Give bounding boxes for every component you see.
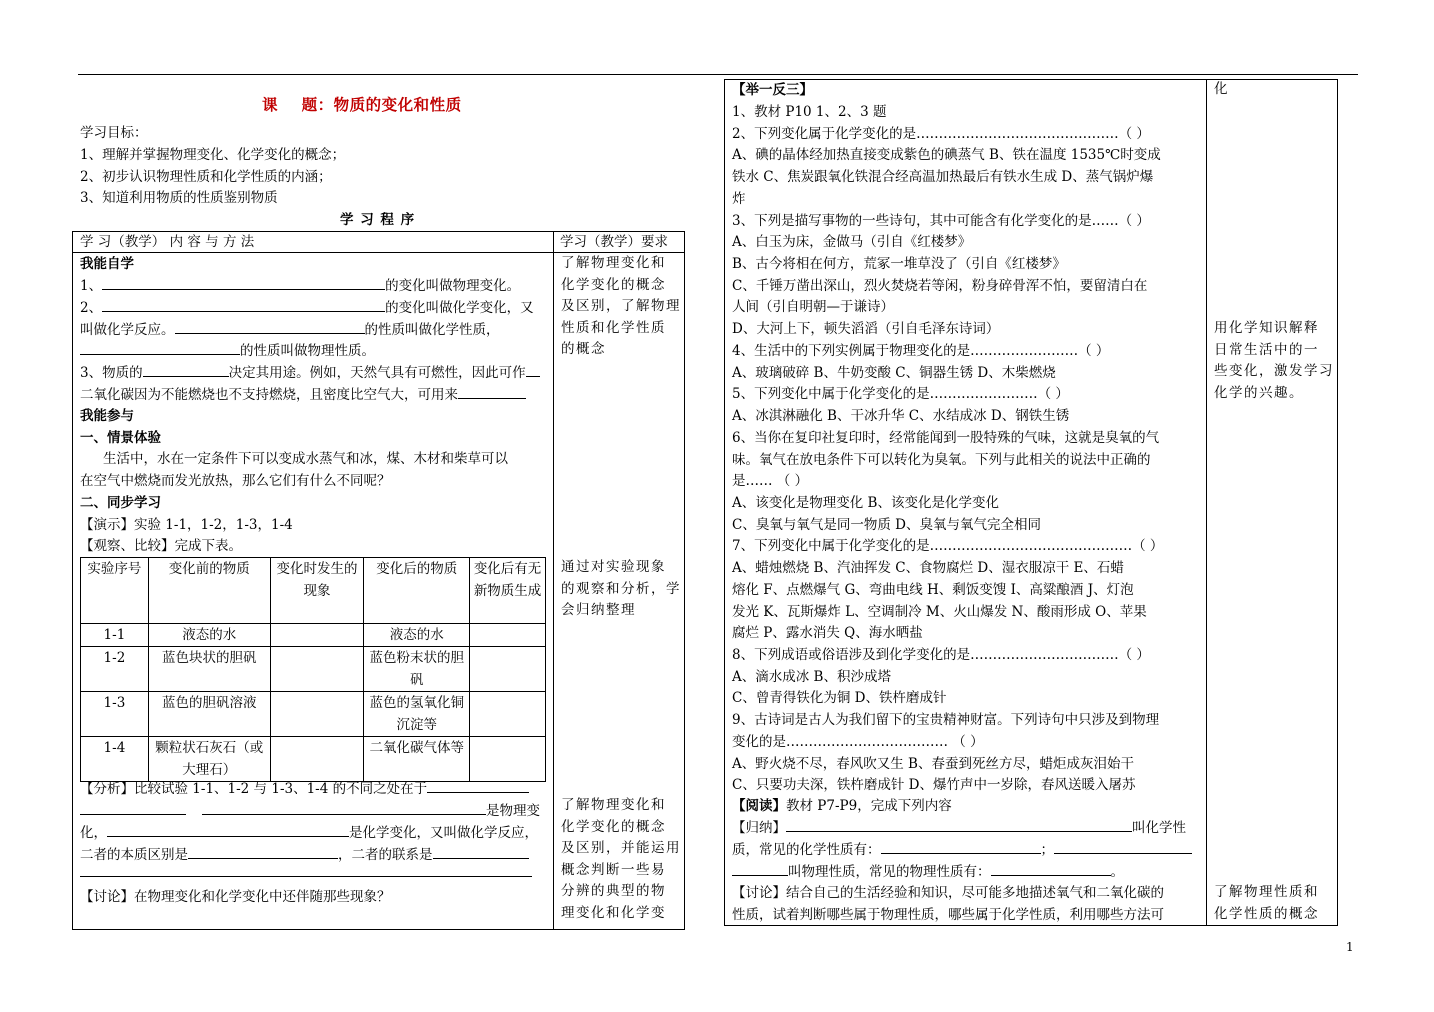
table-header-cell: 变化后的物质 xyxy=(364,558,470,624)
table-header-cell: 变化后有无新物质生成 xyxy=(470,558,546,624)
practice-line: 5、下列变化中属于化学变化的是……………………（ ） xyxy=(732,386,1069,403)
blank xyxy=(102,297,385,312)
q3-a: 3、物质的 xyxy=(80,365,143,381)
blank xyxy=(732,861,788,876)
summary-line xyxy=(732,861,1124,883)
practice-line: C、千锤万凿出深山，烈火焚烧若等闲，粉身碎骨浑不怕，要留清白在 xyxy=(732,277,1148,294)
blank xyxy=(881,839,1041,854)
read-text: 教材 P7-P9，完成下列内容 xyxy=(786,798,952,814)
self-study-heading: 我能自学 xyxy=(80,256,134,272)
summary-c: ； xyxy=(1040,842,1054,858)
practice-line: C、臭氧与氧气是同一物质 D、臭氧与氧气完全相同 xyxy=(732,516,1041,533)
practice-line: 发光 K、瓦斯爆炸 L、空调制冷 M、火山爆发 N、酸雨形成 O、苹果 xyxy=(732,603,1147,620)
participate-heading: 我能参与 xyxy=(80,408,134,424)
demo-line: 【演示】实验 1-1，1-2，1-3，1-4 xyxy=(80,517,293,533)
requirement-block: 化 xyxy=(1214,81,1229,97)
table-cell: 蓝色的胆矾溶液 xyxy=(148,692,270,737)
column-divider xyxy=(1206,79,1207,926)
requirement-block: 了解物理变化和 化学变化的概念 及区别，并能运用 概念判断一些易 分辨的典型的物 理变化和化学变 xyxy=(561,797,681,921)
goal-item: 2、初步认识物理性质和化学性质的内涵； xyxy=(80,169,332,185)
table-header-left: 学 习（教学） 内 容 与 方 法 xyxy=(80,234,255,250)
blank xyxy=(458,384,526,399)
table-cell xyxy=(470,624,546,647)
requirement-block: 用化学知识解释 日常生活中的一 些变化，激发学习 化学的兴趣。 xyxy=(1214,320,1334,401)
table-header-cell: 变化时发生的现象 xyxy=(270,558,364,624)
analysis-f: ，二者的联系是 xyxy=(338,847,433,863)
q2c-text: 的性质叫做化学性质， xyxy=(364,322,500,338)
blank xyxy=(202,800,486,815)
practice-line: 3、下列是描写事物的一些诗句，其中可能含有化学变化的是……（ ） xyxy=(732,212,1150,229)
question-2b xyxy=(80,319,500,341)
blank xyxy=(427,778,529,793)
practice-line: 是…… （ ） xyxy=(732,473,809,490)
practice-line: B、古今将相在何方，荒冢一堆草没了（引自《红楼梦》 xyxy=(732,256,1066,273)
blank xyxy=(188,844,338,859)
read-label: 【阅读】 xyxy=(732,798,786,814)
analysis-d: 是化学变化，又叫做化学反应， xyxy=(349,825,538,841)
analysis-a: 【分析】比较试验 1-1、1-2 与 1-3、1-4 的不同之处在于 xyxy=(80,781,428,797)
table-cell xyxy=(270,624,364,647)
practice-line: 6、当你在复印社复印时，经常能闻到一股特殊的气味，这就是臭氧的气 xyxy=(732,429,1160,446)
q2-text: 的变化叫做化学变化，又 xyxy=(385,300,534,316)
summary-a: 叫化学性 xyxy=(1132,820,1186,836)
procedure-title: 学 习 程 序 xyxy=(340,212,416,228)
analysis-line xyxy=(80,800,540,822)
practice-line: 腐烂 P、露水消失 Q、海水晒盐 xyxy=(732,625,923,642)
read-line xyxy=(732,795,952,817)
practice-line: A、玻璃破碎 B、牛奶变酸 C、铜器生锈 D、木柴燃烧 xyxy=(732,364,1056,381)
question-3 xyxy=(80,362,540,384)
blank xyxy=(1054,839,1192,854)
blank xyxy=(433,844,529,859)
table-cell: 1-3 xyxy=(81,692,149,737)
blank xyxy=(991,861,1111,876)
table-cell xyxy=(270,647,364,692)
practice-line: C、只要功夫深，铁杵磨成针 D、爆竹声中一岁除，春风送暖入屠苏 xyxy=(732,777,1136,794)
practice-line: A、该变化是物理变化 B、该变化是化学变化 xyxy=(732,494,999,511)
question-2d xyxy=(80,340,375,362)
q2d-text: 的性质叫做物理性质。 xyxy=(240,343,375,359)
q2-num: 2、 xyxy=(80,300,103,316)
section-1-text: 生活中，水在一定条件下可以变成水蒸气和冰，煤、木材和柴草可以 xyxy=(103,451,508,467)
analysis-line xyxy=(80,778,529,800)
analysis-line xyxy=(80,862,532,884)
practice-line: A、蜡烛燃烧 B、汽油挥发 C、食物腐烂 D、湿衣服凉干 E、石蜡 xyxy=(732,560,1124,577)
practice-line: A、碘的晶体经加热直接变成紫色的碘蒸气 B、铁在温度 1535℃时变成 xyxy=(732,147,1161,164)
analysis-line xyxy=(80,822,538,844)
summary-line xyxy=(732,817,1186,839)
goal-item: 3、知道利用物质的性质鉴别物质 xyxy=(80,190,278,206)
summary-b: 质，常见的化学性质有： xyxy=(732,842,881,858)
q2b-text: 叫做化学反应。 xyxy=(80,322,175,338)
practice-heading: 【举一反三】 xyxy=(732,82,813,98)
header-rule xyxy=(78,74,1358,75)
practice-line: A、野火烧不尽，春风吹又生 B、春蚕到死丝方尽，蜡炬成灰泪始干 xyxy=(732,755,1134,772)
table-cell xyxy=(270,692,364,737)
q1-text: 的变化叫做物理变化。 xyxy=(385,278,521,294)
table-cell: 1-2 xyxy=(81,647,149,692)
goal-item: 1、理解并掌握物理变化、化学变化的概念； xyxy=(80,147,346,163)
table-cell: 颗粒状石灰石（或大理石） xyxy=(148,737,270,782)
practice-line: C、曾青得铁化为铜 D、铁杵磨成针 xyxy=(732,690,947,707)
practice-line: 铁水 C、焦炭跟氧化铁混合经高温加热最后有铁水生成 D、蒸气锅炉爆 xyxy=(732,169,1154,186)
summary-d: 叫物理性质，常见的物理性质有： xyxy=(788,864,991,880)
table-row xyxy=(81,647,546,692)
blank xyxy=(143,362,229,377)
discussion: 【讨论】结合自己的生活经验和知识，尽可能多地描述氧气和二氧化碳的 xyxy=(732,885,1164,901)
question-2 xyxy=(80,297,534,319)
practice-line: A、冰淇淋融化 B、干冰升华 C、水结成冰 D、钢铁生锈 xyxy=(732,408,1070,425)
table-header-cell: 实验序号 xyxy=(81,558,149,624)
table-cell xyxy=(470,647,546,692)
question-1 xyxy=(80,275,520,297)
table-cell: 蓝色粉末状的胆矾 xyxy=(364,647,470,692)
practice-line: D、大河上下，顿失滔滔（引自毛泽东诗词） xyxy=(732,321,1000,338)
analysis-b: 是物理变 xyxy=(486,803,540,819)
table-cell: 液态的水 xyxy=(364,624,470,647)
section-2-heading: 二、同步学习 xyxy=(80,495,161,511)
section-1-text: 在空气中燃烧而发光放热，那么它们有什么不同呢？ xyxy=(80,473,391,489)
practice-line: 味。氧气在放电条件下可以转化为臭氧。下列与此相关的说法中正确的 xyxy=(732,451,1151,468)
question-3c xyxy=(80,384,526,406)
column-divider xyxy=(553,231,554,930)
table-cell: 液态的水 xyxy=(148,624,270,647)
observation-table xyxy=(80,557,546,782)
requirement-block: 了解物理性质和 化学性质的概念 xyxy=(1214,884,1319,922)
practice-line: 1、教材 P10 1、2、3 题 xyxy=(732,104,887,120)
requirement-block: 通过对实验现象 的观察和分析，学 会归纳整理 xyxy=(561,559,681,618)
table-cell xyxy=(470,737,546,782)
table-cell xyxy=(470,692,546,737)
table-header-cell: 变化前的物质 xyxy=(148,558,270,624)
goals-heading: 学习目标： xyxy=(80,125,148,141)
practice-line: 熔化 F、点燃爆气 G、弯曲电线 H、剩饭变馊 I、高粱酿酒 J、灯泡 xyxy=(732,581,1134,598)
practice-line: 9、古诗词是古人为我们留下的宝贵精神财富。下列诗句中只涉及到物理 xyxy=(732,712,1160,729)
summary-label: 【归纳】 xyxy=(732,820,786,836)
discussion: 性质，试着判断哪些属于物理性质，哪些属于化学性质，利用哪些方法可 xyxy=(732,907,1164,923)
q3-b: 决定其用途。例如，天然气具有可燃性，因此可作 xyxy=(228,365,526,381)
blank xyxy=(80,800,186,815)
blank xyxy=(175,319,365,334)
summary-e: 。 xyxy=(1110,864,1124,880)
table-cell: 蓝色的氢氧化铜沉淀等 xyxy=(364,692,470,737)
practice-line: 8、下列成语或俗语涉及到化学变化的是……………………………（ ） xyxy=(732,647,1150,663)
table-header-row xyxy=(81,558,546,624)
table-row xyxy=(81,692,546,737)
table-row xyxy=(81,737,546,782)
discussion: 【讨论】在物理变化和化学变化中还伴随那些现象？ xyxy=(80,889,391,905)
practice-line: 4、生活中的下列实例属于物理变化的是……………………（ ） xyxy=(732,342,1110,359)
blank xyxy=(102,275,385,290)
blank xyxy=(80,340,240,355)
observe-line: 【观察、比较】完成下表。 xyxy=(80,538,242,554)
q3-c: 二氧化碳因为不能燃烧也不支持燃烧，且密度比空气大，可用来 xyxy=(80,387,458,403)
table-header-right: 学习（教学）要求 xyxy=(560,234,668,250)
blank xyxy=(786,817,1132,832)
blank xyxy=(526,362,540,377)
table-row xyxy=(81,624,546,647)
practice-line: 变化的是……………………………… （ ） xyxy=(732,733,984,750)
page-number: 1 xyxy=(1346,940,1354,954)
blank xyxy=(107,822,349,837)
section-1-heading: 一、情景体验 xyxy=(80,430,161,446)
table-cell: 蓝色块状的胆矾 xyxy=(148,647,270,692)
practice-line: 炸 xyxy=(732,190,746,207)
analysis-c: 化， xyxy=(80,825,107,841)
table-cell: 二氧化碳气体等 xyxy=(364,737,470,782)
practice-line: 7、下列变化中属于化学变化的是………………………………………（ ） xyxy=(732,538,1164,555)
practice-line: 2、下列变化属于化学变化的是………………………………………（ ） xyxy=(732,125,1150,142)
table-cell: 1-4 xyxy=(81,737,149,782)
analysis-e: 二者的本质区别是 xyxy=(80,847,188,863)
blank xyxy=(80,862,532,877)
table-cell: 1-1 xyxy=(81,624,149,647)
page-title: 课 题：物质的变化和性质 xyxy=(262,95,462,114)
practice-line: 人间（引自明朝—于谦诗） xyxy=(732,299,894,316)
practice-line: A、白玉为床，金做马（引自《红楼梦》 xyxy=(732,234,972,251)
summary-line xyxy=(732,839,1192,861)
requirement-block: 了解物理变化和 化学变化的概念 及区别，了解物理 性质和化学性质 的概念 xyxy=(561,255,681,357)
practice-line: A、滴水成冰 B、积沙成塔 xyxy=(732,668,891,685)
table-cell xyxy=(270,737,364,782)
q1-num: 1、 xyxy=(80,278,103,294)
